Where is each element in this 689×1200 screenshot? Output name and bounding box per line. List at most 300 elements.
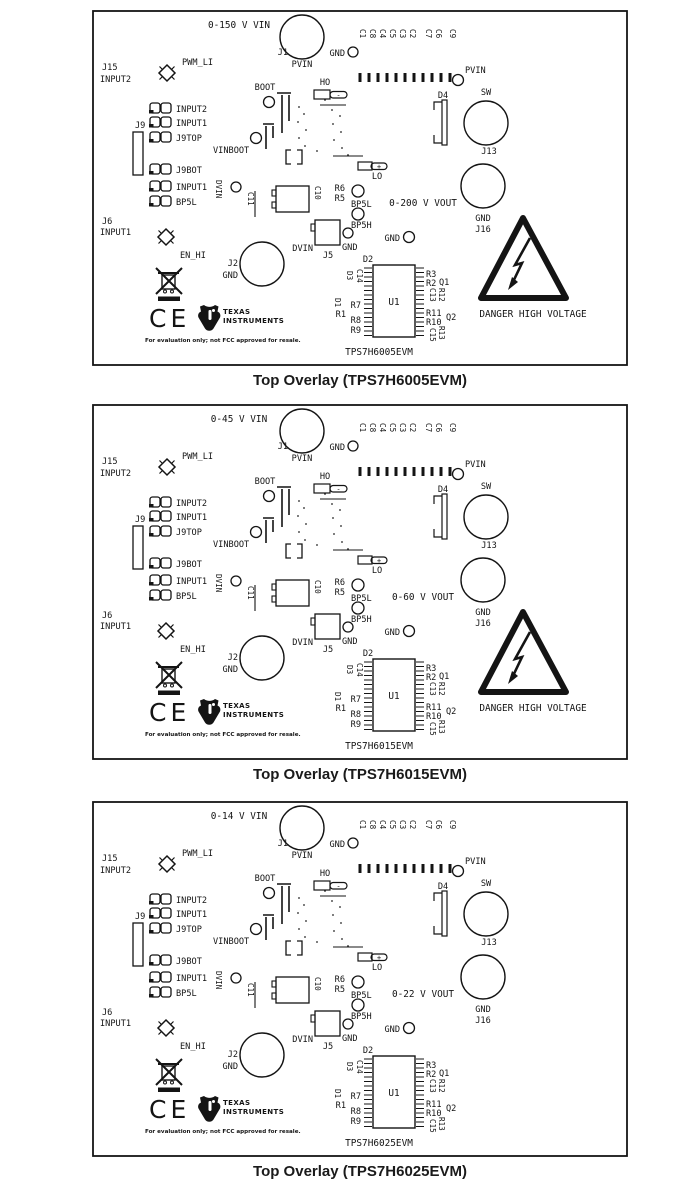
pwm-li-label: PWM_LI — [182, 849, 214, 859]
boot-label: BOOT — [254, 874, 276, 884]
u1-refdes: U1 — [388, 1088, 400, 1099]
jumper-pad-row — [149, 511, 207, 523]
j15-pwm-li-pad — [100, 452, 213, 479]
bp5h-label: BP5H — [351, 615, 372, 625]
j1-pvin-connector — [278, 15, 324, 70]
lo-polarity-mark: + — [376, 556, 382, 565]
bp5h-testpoint — [351, 208, 372, 231]
u1-refdes: U1 — [388, 297, 400, 308]
u1-ic-area — [333, 255, 456, 342]
ti-logo-text-1: TEXAS — [223, 702, 251, 710]
j13-refdes: J13 — [481, 938, 497, 948]
cap-ref: C5 — [388, 423, 397, 433]
j1-pvin-connector — [278, 806, 324, 861]
jumper-pad-row — [149, 955, 202, 967]
ti-logo-text-2: INSTRUMENTS — [223, 711, 285, 719]
dvin-label: DVIN — [292, 638, 313, 648]
r7-refdes: R7 — [350, 695, 361, 705]
jumper-label: INPUT2 — [176, 499, 208, 509]
d4-diode — [434, 91, 448, 145]
ti-logo — [198, 1096, 284, 1122]
r13-refdes: R13 — [437, 326, 446, 340]
j6-en-hi-pad — [100, 611, 206, 655]
ti-logo-text-2: INSTRUMENTS — [223, 1108, 285, 1116]
c15-refdes: C15 — [428, 328, 437, 342]
ti-logo — [198, 305, 284, 331]
c15-refdes: C15 — [428, 1119, 437, 1133]
j9-header — [133, 515, 145, 569]
gnd-testpoint-mid — [384, 1023, 414, 1036]
bp5l-testpoint — [335, 578, 372, 604]
j13-sw-connector — [464, 88, 508, 157]
j9-header — [133, 121, 145, 175]
cap-ref: C9 — [448, 820, 457, 830]
evm-silkscreen-label: TPS7H6025EVM — [345, 1138, 413, 1149]
cap-ref: C7 — [424, 423, 433, 433]
gnd-testpoint-top — [329, 47, 358, 59]
r3-refdes: R3 — [426, 664, 437, 674]
gnd-testpoint-mid — [384, 232, 414, 245]
weee-icon — [156, 662, 182, 695]
cap-ref: C6 — [434, 29, 443, 39]
j5-refdes: J5 — [322, 1042, 334, 1052]
input-capacitor-refs — [358, 29, 457, 39]
c10-capacitor — [272, 580, 322, 606]
j6-input1-label: INPUT1 — [100, 228, 132, 238]
j13-sw-connector — [464, 879, 508, 948]
ti-logo-text-2: INSTRUMENTS — [223, 317, 285, 325]
cap-ref: C4 — [378, 820, 387, 830]
ho-label: HO — [319, 78, 331, 88]
j5-dvin-connector — [292, 1011, 357, 1052]
cap-ref: C6 — [434, 820, 443, 830]
bp5l-label: BP5L — [351, 200, 372, 210]
pvin-testpoint-right — [453, 66, 486, 86]
gnd-label: GND — [329, 49, 345, 59]
d2-refdes: D2 — [362, 255, 374, 265]
gnd-label: GND — [475, 214, 491, 224]
gnd-label: GND — [222, 271, 238, 281]
en-hi-diamond-pad — [158, 623, 174, 639]
jumper-label: INPUT1 — [176, 577, 208, 587]
pcb-board-drawing — [92, 404, 628, 760]
en-hi-diamond-pad — [158, 229, 174, 245]
cap-ref: C1 — [358, 29, 367, 39]
r5-refdes: R5 — [334, 985, 345, 995]
gnd-testpoint-mid — [384, 626, 414, 639]
boot-label: BOOT — [254, 83, 276, 93]
boot-testpoint — [255, 83, 276, 108]
j6-refdes: J6 — [102, 1008, 113, 1018]
j15-input2-label: INPUT2 — [100, 469, 132, 479]
ti-logo-text-1: TEXAS — [223, 308, 251, 316]
jumper-label: J9BOT — [176, 957, 202, 967]
c11-refdes: C11 — [246, 983, 255, 997]
fcc-note: For evaluation only; not FCC approved for resale. — [145, 732, 301, 738]
gnd-label: GND — [384, 234, 400, 244]
weee-icon — [156, 1059, 182, 1092]
ho-testpoint — [314, 78, 347, 105]
cap-ref: C7 — [424, 29, 433, 39]
header-pin-row — [360, 467, 450, 476]
j9-refdes: J9 — [135, 912, 146, 922]
jumper-pad-row — [149, 972, 207, 984]
cap-ref: C2 — [408, 820, 417, 830]
vinboot-testpoint — [213, 527, 262, 551]
dvin-vertical-label: DVIN — [214, 971, 223, 990]
pvin-label: PVIN — [465, 460, 486, 470]
j16-gnd-connector — [461, 955, 505, 1026]
r2-refdes: R2 — [426, 673, 437, 683]
c10-refdes: C10 — [313, 186, 322, 200]
jumper-pad-row — [149, 526, 202, 538]
u1-left-pins — [364, 1059, 372, 1127]
vinboot-label: VINBOOT — [213, 146, 250, 156]
u1-right-pins — [416, 268, 424, 336]
j2-gnd-connector — [222, 242, 284, 286]
cap-ref: C8 — [368, 820, 377, 830]
cap-ref: C8 — [368, 423, 377, 433]
dvin-label: DVIN — [292, 1035, 313, 1045]
r9-refdes: R9 — [350, 326, 361, 336]
vout-voltage-label: 0-22 V VOUT — [391, 989, 455, 1000]
u1-left-pins — [364, 268, 372, 336]
c13-refdes: C13 — [428, 1079, 437, 1093]
boot-testpoint — [255, 874, 276, 899]
gnd-label: GND — [342, 1034, 358, 1044]
r12-refdes: R12 — [437, 682, 446, 696]
q1-refdes: Q1 — [439, 278, 450, 288]
jumper-label: INPUT1 — [176, 974, 208, 984]
header-pin-row — [360, 73, 450, 82]
j15-refdes: J15 — [102, 63, 118, 73]
d4-refdes: D4 — [437, 91, 449, 101]
j15-input2-label: INPUT2 — [100, 866, 132, 876]
jumper-pad-row — [149, 132, 202, 144]
d3-refdes: D3 — [345, 665, 354, 675]
lo-testpoint — [358, 556, 387, 576]
u1-left-pins — [364, 662, 372, 730]
gnd-label: GND — [222, 1062, 238, 1072]
jumper-label: J9TOP — [176, 134, 202, 144]
cap-ref: C1 — [358, 423, 367, 433]
sw-label: SW — [480, 482, 492, 492]
cap-ref: C2 — [408, 29, 417, 39]
c13-refdes: C13 — [428, 288, 437, 302]
d2-refdes: D2 — [362, 1046, 374, 1056]
j16-gnd-connector — [461, 164, 505, 235]
r7-refdes: R7 — [350, 301, 361, 311]
center-traces — [263, 881, 363, 955]
bp5l-label: BP5L — [351, 594, 372, 604]
dvin-label: DVIN — [292, 244, 313, 254]
bp5h-label: BP5H — [351, 221, 372, 231]
r11-refdes: R11 — [426, 703, 442, 713]
ho-testpoint — [314, 869, 347, 896]
u1-refdes: U1 — [388, 691, 400, 702]
j16-gnd-connector — [461, 558, 505, 629]
d1-refdes: D1 — [333, 1089, 342, 1099]
ce-mark: CE — [149, 1095, 191, 1124]
j15-pwm-li-pad — [100, 849, 213, 876]
jumper-label: J9BOT — [176, 166, 202, 176]
cap-ref: C8 — [368, 29, 377, 39]
c15-refdes: C15 — [428, 722, 437, 736]
ti-logo — [198, 699, 284, 725]
gnd-label: GND — [222, 665, 238, 675]
c14-refdes: C14 — [355, 663, 364, 677]
j6-input1-label: INPUT1 — [100, 1019, 132, 1029]
jumper-pad-row — [149, 590, 197, 602]
lo-label: LO — [371, 172, 383, 182]
pcb-overlay-figure — [92, 10, 628, 389]
c10-capacitor — [272, 977, 322, 1003]
input-capacitor-refs — [358, 423, 457, 433]
d1-refdes: D1 — [333, 298, 342, 308]
q2-refdes: Q2 — [446, 313, 457, 323]
figure-caption: Top Overlay (TPS7H6015EVM) — [253, 766, 467, 783]
jumper-label: INPUT1 — [176, 183, 208, 193]
r10-refdes: R10 — [426, 318, 442, 328]
j1-refdes: J1 — [277, 442, 288, 452]
jumper-pad-row — [149, 908, 207, 920]
pwm-li-diamond-pad — [159, 65, 175, 81]
j6-refdes: J6 — [102, 217, 113, 227]
j1-pvin-label: PVIN — [291, 60, 313, 70]
c13-refdes: C13 — [428, 682, 437, 696]
en-hi-label: EN_HI — [180, 251, 206, 261]
boot-label: BOOT — [254, 477, 276, 487]
cap-ref: C5 — [388, 820, 397, 830]
j5-dvin-connector — [292, 220, 357, 261]
en-hi-diamond-pad — [158, 1020, 174, 1036]
gnd-testpoint-top — [329, 838, 358, 850]
r2-refdes: R2 — [426, 1070, 437, 1080]
j9-refdes: J9 — [135, 121, 146, 131]
j6-en-hi-pad — [100, 1008, 206, 1052]
jumper-label: J9BOT — [176, 560, 202, 570]
warning-triangle-icon — [481, 218, 566, 298]
r13-refdes: R13 — [437, 1117, 446, 1131]
dvin-c11-area — [214, 574, 255, 611]
j6-en-hi-pad — [100, 217, 206, 261]
q1-refdes: Q1 — [439, 672, 450, 682]
gnd-label: GND — [329, 443, 345, 453]
r7-refdes: R7 — [350, 1092, 361, 1102]
cap-ref: C3 — [398, 820, 407, 830]
d1-refdes: D1 — [333, 692, 342, 702]
vout-voltage-label: 0-200 V VOUT — [389, 198, 457, 209]
j2-refdes: J2 — [227, 1050, 238, 1060]
jumper-label: INPUT2 — [176, 896, 208, 906]
cap-ref: C9 — [448, 29, 457, 39]
jumper-label: BP5L — [176, 592, 197, 602]
j2-refdes: J2 — [227, 259, 238, 269]
en-hi-label: EN_HI — [180, 1042, 206, 1052]
gnd-label: GND — [342, 637, 358, 647]
r2-refdes: R2 — [426, 279, 437, 289]
gnd-label: GND — [384, 628, 400, 638]
c10-refdes: C10 — [313, 580, 322, 594]
jumper-pad-row — [149, 575, 207, 587]
lo-polarity-mark: + — [376, 162, 382, 171]
c10-capacitor — [272, 186, 322, 212]
bp5l-label: BP5L — [351, 991, 372, 1001]
boot-testpoint — [255, 477, 276, 502]
j9-refdes: J9 — [135, 515, 146, 525]
cap-ref: C5 — [388, 29, 397, 39]
bp5h-label: BP5H — [351, 1012, 372, 1022]
r1-refdes: R1 — [335, 1101, 346, 1111]
j6-input1-label: INPUT1 — [100, 622, 132, 632]
pwm-li-label: PWM_LI — [182, 58, 214, 68]
j2-gnd-connector — [222, 636, 284, 680]
c10-refdes: C10 — [313, 977, 322, 991]
header-pin-row — [360, 864, 450, 873]
pcb-board-drawing — [92, 801, 628, 1157]
ho-testpoint — [314, 472, 347, 499]
evm-silkscreen-label: TPS7H6005EVM — [345, 347, 413, 358]
lo-testpoint — [358, 953, 387, 973]
r9-refdes: R9 — [350, 720, 361, 730]
gnd-label: GND — [329, 840, 345, 850]
r6-refdes: R6 — [334, 975, 345, 985]
ho-polarity-mark: - — [336, 90, 341, 100]
sw-label: SW — [480, 88, 492, 98]
j13-refdes: J13 — [481, 147, 497, 157]
r6-refdes: R6 — [334, 578, 345, 588]
r8-refdes: R8 — [350, 710, 361, 720]
d3-refdes: D3 — [345, 1062, 354, 1072]
pwm-li-diamond-pad — [159, 856, 175, 872]
j15-input2-label: INPUT2 — [100, 75, 132, 85]
j6-refdes: J6 — [102, 611, 113, 621]
component-footprint-dots — [298, 891, 348, 946]
cap-ref: C3 — [398, 423, 407, 433]
gnd-label: GND — [475, 1005, 491, 1015]
pcb-overlay-figure — [92, 801, 628, 1180]
d3-refdes: D3 — [345, 271, 354, 281]
lightning-bolt-icon — [512, 238, 530, 284]
jumper-pad-row — [149, 181, 207, 193]
j9-header — [133, 912, 145, 966]
r1-refdes: R1 — [335, 704, 346, 714]
r9-refdes: R9 — [350, 1117, 361, 1127]
pcb-board-drawing — [92, 10, 628, 366]
j2-refdes: J2 — [227, 653, 238, 663]
r3-refdes: R3 — [426, 270, 437, 280]
jumper-label: INPUT1 — [176, 910, 208, 920]
pvin-testpoint-right — [453, 857, 486, 877]
dvin-c11-area — [214, 971, 255, 1008]
fcc-note: For evaluation only; not FCC approved for resale. — [145, 338, 301, 344]
warning-triangle-icon — [481, 612, 566, 692]
jumper-pad-row — [149, 987, 197, 999]
lo-label: LO — [371, 566, 383, 576]
figure-caption: Top Overlay (TPS7H6025EVM) — [253, 1163, 467, 1180]
r10-refdes: R10 — [426, 1109, 442, 1119]
j2-gnd-connector — [222, 1033, 284, 1077]
ho-polarity-mark: - — [336, 484, 341, 494]
q2-refdes: Q2 — [446, 707, 457, 717]
jumper-pad-row — [149, 497, 207, 509]
d2-refdes: D2 — [362, 649, 374, 659]
jumper-pad-row — [149, 117, 207, 129]
lightning-bolt-icon — [512, 632, 530, 678]
q2-refdes: Q2 — [446, 1104, 457, 1114]
danger-label: DANGER HIGH VOLTAGE — [479, 703, 587, 714]
fcc-note: For evaluation only; not FCC approved for resale. — [145, 1129, 301, 1135]
cap-ref: C4 — [378, 423, 387, 433]
danger-high-voltage-symbol — [479, 612, 587, 714]
jumper-pad-row — [149, 103, 207, 115]
input-capacitor-refs — [358, 820, 457, 830]
ti-logo-text-1: TEXAS — [223, 1099, 251, 1107]
ce-mark: CE — [149, 304, 191, 333]
ho-label: HO — [319, 869, 331, 879]
j1-pvin-connector — [278, 409, 324, 464]
vinboot-testpoint — [213, 924, 262, 948]
pwm-li-diamond-pad — [159, 459, 175, 475]
j13-refdes: J13 — [481, 541, 497, 551]
cap-ref: C7 — [424, 820, 433, 830]
j16-refdes: J16 — [475, 619, 491, 629]
jumper-pad-row — [149, 923, 202, 935]
c11-refdes: C11 — [246, 192, 255, 206]
jumper-label: J9TOP — [176, 925, 202, 935]
c14-refdes: C14 — [355, 1060, 364, 1074]
d4-diode — [434, 485, 448, 539]
j1-pvin-label: PVIN — [291, 454, 313, 464]
gnd-label: GND — [342, 243, 358, 253]
jumper-label: BP5L — [176, 198, 197, 208]
j15-refdes: J15 — [102, 457, 118, 467]
pvin-testpoint-right — [453, 460, 486, 480]
r12-refdes: R12 — [437, 1079, 446, 1093]
cap-ref: C2 — [408, 423, 417, 433]
bp5h-testpoint — [351, 999, 372, 1022]
vinboot-label: VINBOOT — [213, 540, 250, 550]
ho-label: HO — [319, 472, 331, 482]
weee-icon — [156, 268, 182, 301]
dvin-vertical-label: DVIN — [214, 574, 223, 593]
component-footprint-dots — [298, 494, 348, 549]
center-traces — [263, 484, 363, 558]
cap-ref: C9 — [448, 423, 457, 433]
en-hi-label: EN_HI — [180, 645, 206, 655]
u1-right-pins — [416, 662, 424, 730]
u1-ic-area — [333, 1046, 456, 1133]
lo-polarity-mark: + — [376, 953, 382, 962]
jumper-label: BP5L — [176, 989, 197, 999]
cap-ref: C1 — [358, 820, 367, 830]
gnd-label: GND — [384, 1025, 400, 1035]
lo-testpoint — [358, 162, 387, 182]
d4-refdes: D4 — [437, 485, 449, 495]
j16-refdes: J16 — [475, 225, 491, 235]
vin-voltage-label: 0-14 V VIN — [210, 811, 268, 822]
dvin-c11-area — [214, 180, 255, 217]
r8-refdes: R8 — [350, 1107, 361, 1117]
r3-refdes: R3 — [426, 1061, 437, 1071]
pvin-label: PVIN — [465, 66, 486, 76]
gnd-label: GND — [475, 608, 491, 618]
dvin-vertical-label: DVIN — [214, 180, 223, 199]
j5-refdes: J5 — [322, 645, 334, 655]
u1-right-pins — [416, 1059, 424, 1127]
r5-refdes: R5 — [334, 194, 345, 204]
j5-refdes: J5 — [322, 251, 334, 261]
